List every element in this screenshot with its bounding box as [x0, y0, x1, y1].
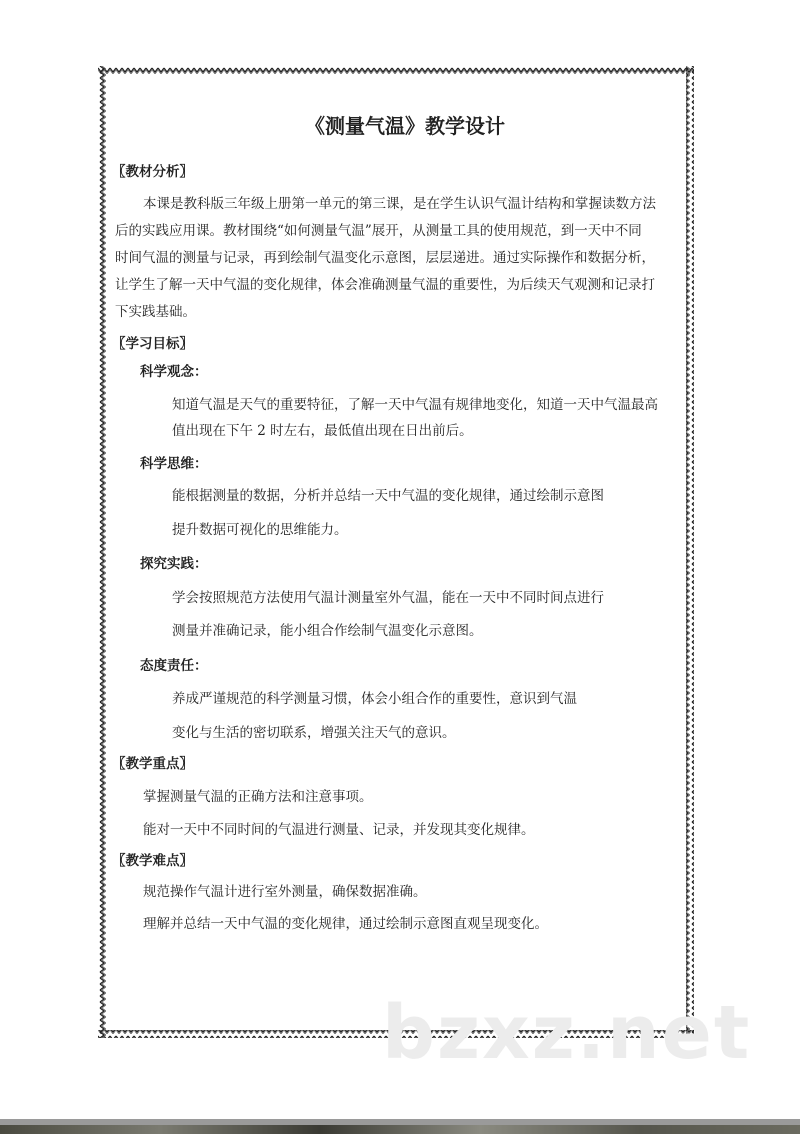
subheading-thinking: 科学思维：: [140, 456, 208, 472]
paragraph-line: 让学生了解一天中气温的变化规律，体会准确测量气温的重要性，为后续天气观测和记录打: [115, 277, 655, 293]
paragraph-line: 测量并准确记录，能小组合作绘制气温变化示意图。: [172, 623, 483, 639]
paragraph-line: 能根据测量的数据，分析并总结一天中气温的变化规律，通过绘制示意图: [172, 488, 604, 504]
paragraph-line: 能对一天中不同时间的气温进行测量、记录，并发现其变化规律。: [143, 822, 535, 838]
paragraph-line: 值出现在下午 2 时左右，最低值出现在日出前后。: [172, 423, 473, 439]
paragraph-line: 规范操作气温计进行室外测量，确保数据准确。: [143, 884, 427, 900]
section-heading-goals: 〖学习目标〗: [112, 336, 193, 352]
next-page-preview: [0, 1125, 800, 1134]
watermark: bzxz.net: [382, 990, 752, 1076]
subheading-concept: 科学观念：: [140, 364, 208, 380]
paragraph-line: 下实践基础。: [115, 304, 196, 320]
section-heading-key: 〖教学重点〗: [112, 756, 193, 772]
paragraph-line: 时间气温的测量与记录，再到绘制气温变化示意图，层层递进。通过实际操作和数据分析，: [115, 250, 655, 266]
paragraph-line: 变化与生活的密切联系，增强关注天气的意识。: [172, 725, 456, 741]
subheading-attitude: 态度责任：: [140, 658, 208, 674]
paragraph-line: 理解并总结一天中气温的变化规律，通过绘制示意图直观呈现变化。: [143, 916, 548, 932]
paragraph-line: 知道气温是天气的重要特征，了解一天中气温有规律地变化，知道一天中气温最高: [172, 397, 658, 413]
paragraph-line: 后的实践应用课。教材围绕“如何测量气温”展开，从测量工具的使用规范，到一天中不同: [115, 223, 642, 239]
page-title: 《测量气温》教学设计: [305, 114, 505, 138]
subheading-practice: 探究实践：: [140, 556, 208, 572]
paragraph-line: 提升数据可视化的思维能力。: [172, 522, 348, 538]
paragraph-line: 养成严谨规范的科学测量习惯，体会小组合作的重要性，意识到气温: [172, 691, 577, 707]
paragraph-line: 掌握测量气温的正确方法和注意事项。: [143, 789, 373, 805]
paragraph-line: 学会按照规范方法使用气温计测量室外气温，能在一天中不同时间点进行: [172, 590, 604, 606]
section-heading-analysis: 〖教材分析〗: [112, 164, 193, 180]
paragraph-line: 本课是教科版三年级上册第一单元的第三课，是在学生认识气温计结构和掌握读数方法: [143, 196, 656, 212]
section-heading-difficult: 〖教学难点〗: [112, 853, 193, 869]
